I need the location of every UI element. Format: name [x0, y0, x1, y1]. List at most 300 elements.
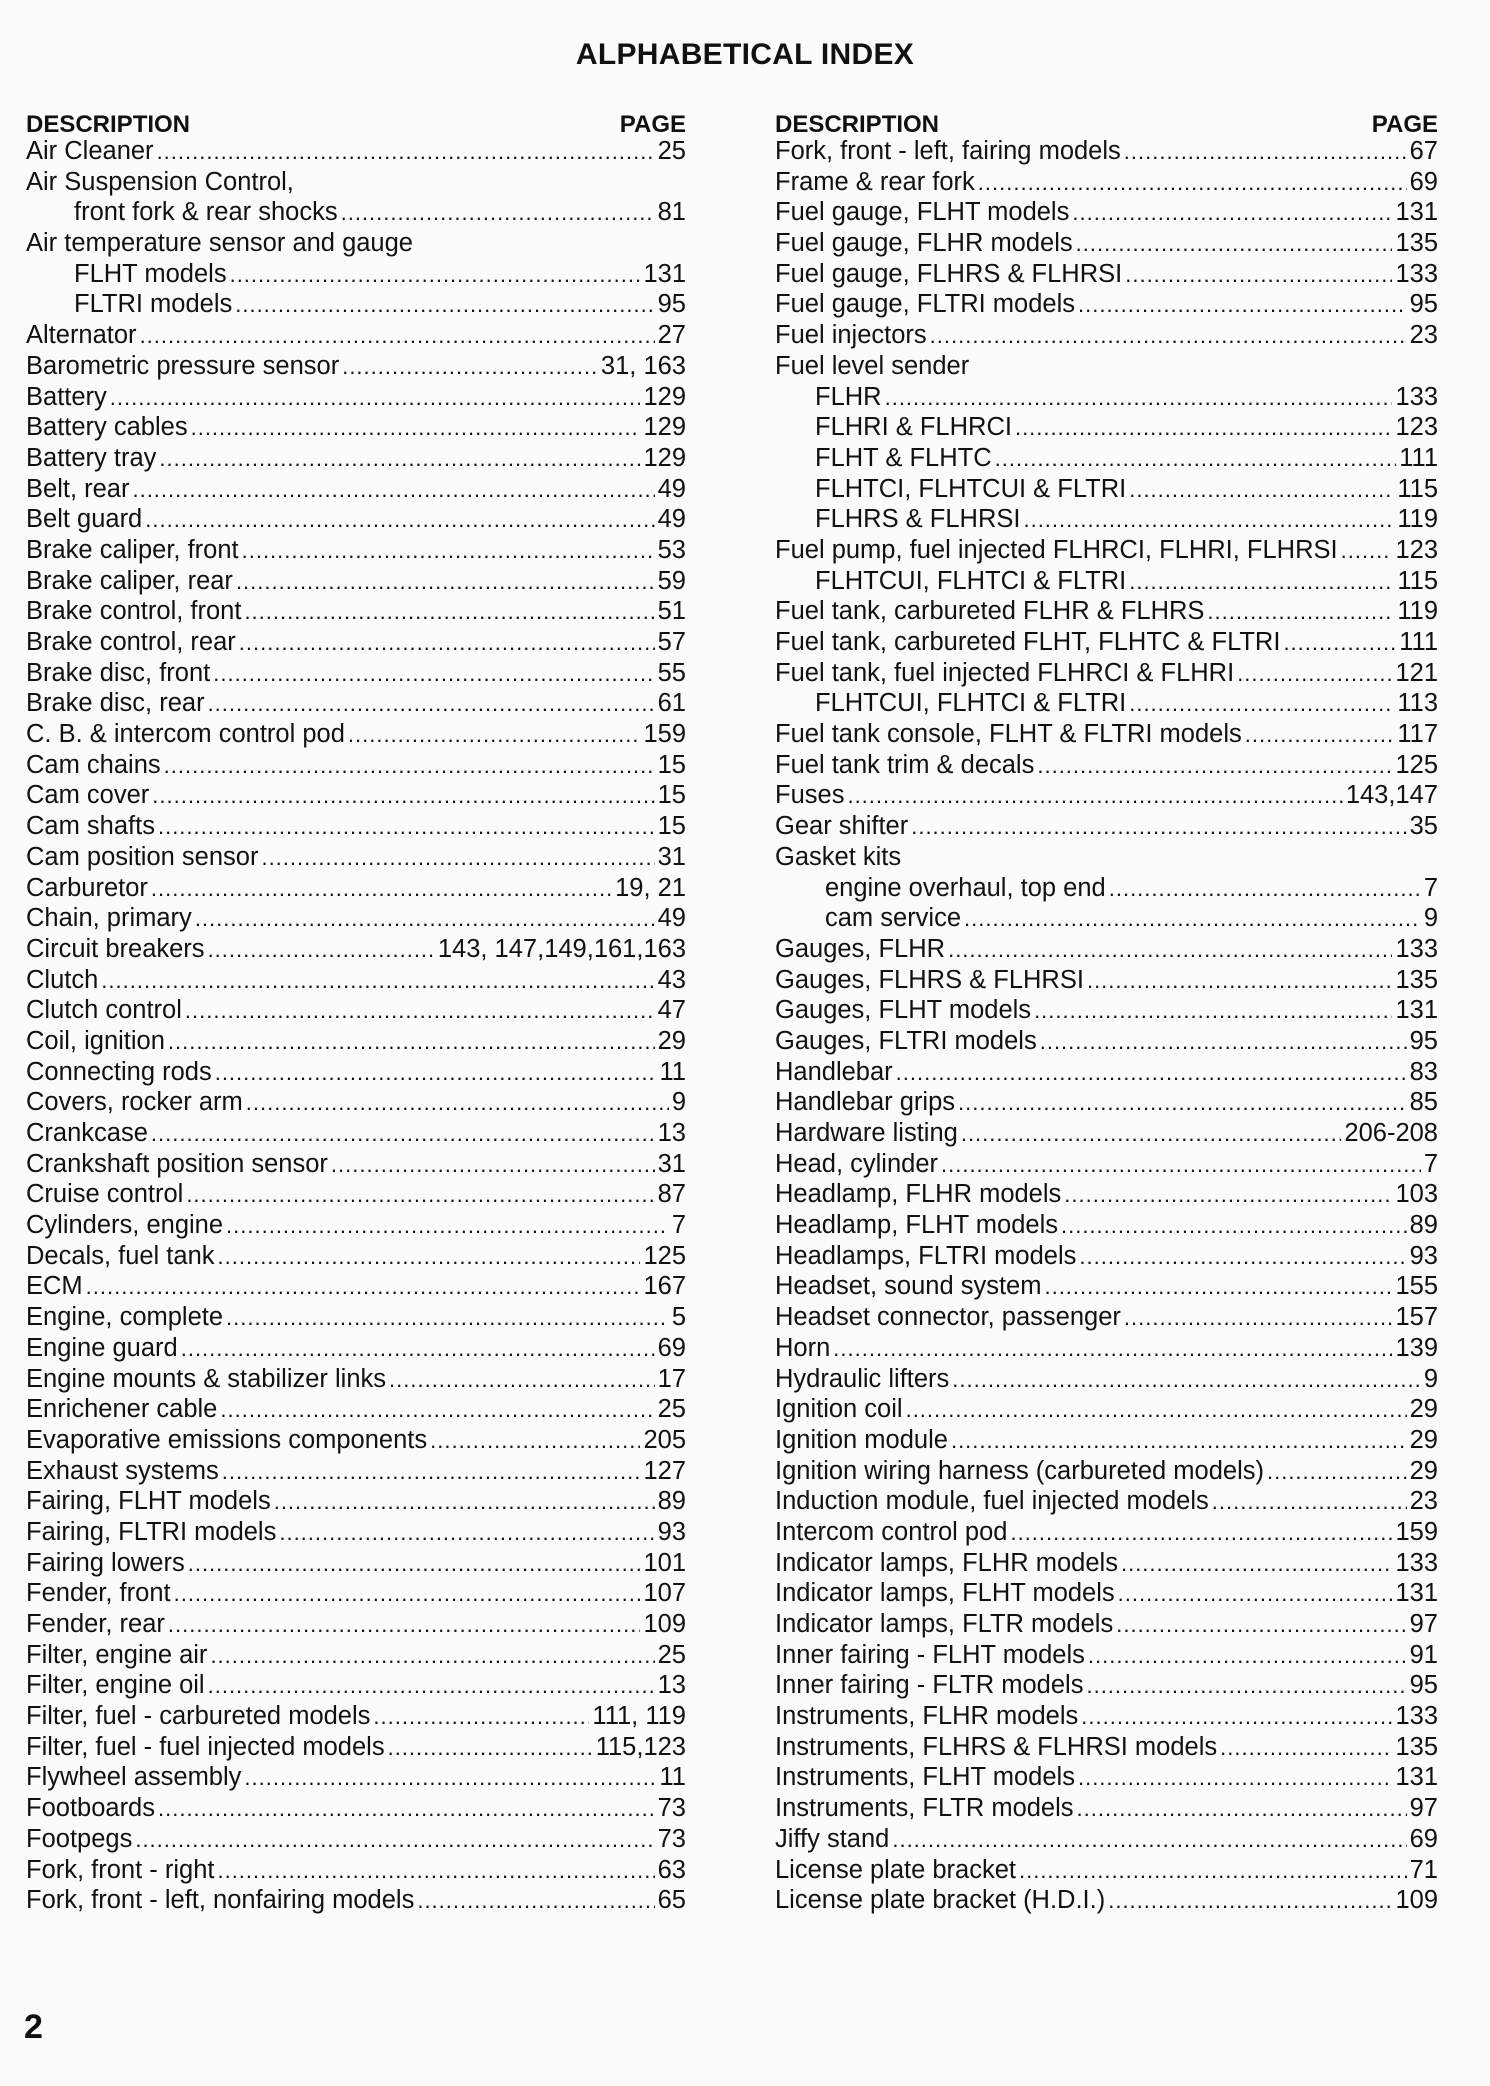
entry-page: 119 [1397, 597, 1438, 626]
entry-page: 115,123 [595, 1732, 686, 1761]
entry-page: 7 [1423, 1149, 1438, 1178]
entry-page: 107 [643, 1579, 686, 1608]
entry-description: Ignition module [775, 1425, 948, 1454]
index-entry [26, 443, 686, 474]
index-entry [775, 259, 1438, 290]
index-entry [26, 1364, 686, 1395]
leader-dots [1207, 597, 1394, 628]
leader-dots [186, 1180, 654, 1211]
entry-description: Cam chains [26, 750, 161, 779]
entry-description: Fairing, FLTRI models [26, 1517, 277, 1546]
entry-description: FLHT models [74, 259, 227, 288]
entry-description: Gauges, FLTRI models [775, 1026, 1037, 1055]
entry-description: Induction module, fuel injected models [775, 1487, 1209, 1516]
entry-description: FLHTCUI, FLHTCI & FLTRI [815, 566, 1127, 595]
leader-dots [135, 1825, 654, 1856]
leader-dots [185, 996, 655, 1027]
entry-description: Brake caliper, rear [26, 566, 233, 595]
index-entry [775, 1670, 1438, 1701]
entry-page: 135 [1395, 1732, 1438, 1761]
entry-page: 49 [657, 904, 686, 933]
index-entry [775, 1057, 1438, 1088]
entry-description: FLHTCI, FLHTCUI & FLTRI [815, 474, 1127, 503]
index-entry [26, 1824, 686, 1855]
leader-dots [833, 1334, 1392, 1365]
leader-dots [1267, 1457, 1407, 1488]
index-entry [775, 627, 1438, 658]
index-entry [775, 320, 1438, 351]
entry-description: Headset, sound system [775, 1272, 1042, 1301]
entry-page: 49 [657, 474, 686, 503]
entry-description: Battery cables [26, 413, 188, 442]
entry-description: Chain, primary [26, 904, 192, 933]
leader-dots [191, 413, 641, 444]
index-entry [26, 1885, 686, 1916]
leader-dots [948, 935, 1392, 966]
leader-dots [188, 1549, 641, 1580]
entry-description: Fuel injectors [775, 321, 927, 350]
index-entry [775, 1456, 1438, 1487]
entry-page: 59 [657, 566, 686, 595]
leader-dots [1118, 1579, 1393, 1610]
entry-page: 71 [1409, 1855, 1438, 1884]
entry-description: Cam shafts [26, 812, 155, 841]
index-entry [26, 1271, 686, 1302]
entry-description: Ignition coil [775, 1395, 903, 1424]
leader-dots [331, 1150, 655, 1181]
index-entry [775, 1855, 1438, 1886]
index-entry [26, 382, 686, 413]
index-entry [26, 1517, 686, 1548]
entry-page: 7 [1423, 873, 1438, 902]
index-entry [26, 197, 686, 228]
entry-description: Hardware listing [775, 1119, 958, 1147]
leader-dots [157, 137, 655, 168]
index-entry [775, 965, 1438, 996]
index-entry [26, 750, 686, 781]
entry-description: Decals, fuel tank [26, 1241, 215, 1270]
leader-dots [941, 1150, 1421, 1181]
entry-page: 95 [657, 290, 686, 319]
entry-page: 143,147 [1345, 781, 1438, 810]
entry-description: Fairing, FLHT models [26, 1487, 271, 1516]
index-entry [26, 1210, 686, 1241]
entry-page: 133 [1395, 934, 1438, 963]
entry-page: 73 [657, 1794, 686, 1823]
entry-description: Belt, rear [26, 474, 130, 503]
leader-dots [417, 1886, 654, 1917]
leader-dots [958, 1088, 1407, 1119]
entry-page: 95 [1409, 1671, 1438, 1700]
leader-dots [244, 1763, 656, 1794]
entry-page: 13 [657, 1119, 686, 1147]
index-entry [26, 688, 686, 719]
leader-dots [158, 1794, 655, 1825]
entry-description: Filter, fuel - carbureted models [26, 1702, 371, 1731]
leader-dots [930, 321, 1407, 352]
entry-page: 115 [1397, 474, 1438, 503]
index-entry [775, 1701, 1438, 1732]
entry-description: Air temperature sensor and gauge [26, 229, 413, 258]
entry-description: Flywheel assembly [26, 1763, 242, 1792]
leader-dots [1129, 567, 1394, 598]
index-entry [26, 1149, 686, 1180]
index-entry [775, 1486, 1438, 1517]
entry-description: Alternator [26, 321, 137, 350]
leader-dots [885, 383, 1393, 414]
index-entry [775, 535, 1438, 566]
leader-dots [1220, 1733, 1392, 1764]
leader-dots [151, 874, 612, 905]
entry-page: 206-208 [1344, 1119, 1438, 1147]
index-entry [26, 1118, 686, 1149]
leader-dots [892, 1825, 1406, 1856]
entry-description: Instruments, FLHT models [775, 1763, 1075, 1792]
index-column-right [775, 111, 1438, 1916]
index-entry [26, 259, 686, 290]
entry-description: Fuel tank, carbureted FLHR & FLHRS [775, 597, 1205, 626]
index-entry [26, 1762, 686, 1793]
leader-dots [195, 904, 655, 935]
index-entry [26, 1087, 686, 1118]
entry-page: 129 [643, 413, 686, 442]
entry-description: FLHR [815, 382, 882, 411]
entry-description: Instruments, FLTR models [775, 1794, 1074, 1823]
leader-dots [964, 904, 1421, 935]
leader-dots [1124, 1303, 1393, 1334]
entry-page: 131 [1395, 1763, 1438, 1792]
leader-dots [348, 720, 641, 751]
entry-description: Air Cleaner [26, 137, 154, 165]
entry-page: 29 [1409, 1395, 1438, 1424]
entry-description: Brake control, rear [26, 628, 236, 656]
leader-dots [246, 1088, 669, 1119]
entry-page: 95 [1409, 290, 1438, 319]
leader-dots [1245, 720, 1395, 751]
leader-dots [222, 1457, 641, 1488]
index-entry [775, 658, 1438, 689]
index-entry [775, 1425, 1438, 1456]
entry-description: Circuit breakers [26, 934, 205, 963]
index-entry [775, 1609, 1438, 1640]
entry-description: ECM [26, 1272, 83, 1301]
leader-dots [1212, 1487, 1407, 1518]
entry-description: Fuel tank trim & decals [775, 750, 1035, 779]
entry-page: 29 [1409, 1425, 1438, 1454]
entry-page: 95 [1409, 1026, 1438, 1055]
leader-dots [220, 1395, 654, 1426]
entry-description: Fuel gauge, FLHT models [775, 198, 1070, 227]
entry-page: 133 [1395, 259, 1438, 288]
leader-dots [226, 1211, 669, 1242]
index-entry [26, 474, 686, 505]
entry-description: Fuel pump, fuel injected FLHRCI, FLHRI, FLHRSI [775, 535, 1338, 564]
entry-description: Enrichener cable [26, 1395, 218, 1424]
leader-dots [1081, 1702, 1392, 1733]
entry-description: Barometric pressure sensor [26, 351, 340, 380]
entry-description: Engine mounts & stabilizer links [26, 1364, 387, 1393]
index-entry [775, 1578, 1438, 1609]
entry-description: Cam cover [26, 781, 150, 810]
entry-description: Indicator lamps, FLHT models [775, 1579, 1115, 1608]
entry-page: 63 [657, 1855, 686, 1884]
entry-description: Ignition wiring harness (carbureted models) [775, 1456, 1264, 1485]
leader-dots [342, 352, 598, 383]
leader-dots [168, 1610, 641, 1641]
leader-dots [1037, 751, 1392, 782]
entry-description: cam service [825, 904, 962, 933]
entry-page: 87 [657, 1180, 686, 1209]
entry-description: Headlamps, FLTRI models [775, 1241, 1077, 1270]
leader-dots [1109, 874, 1421, 905]
entry-description: Covers, rocker arm [26, 1088, 243, 1117]
index-entry [26, 535, 686, 566]
entry-description: Hydraulic lifters [775, 1364, 950, 1393]
entry-page: 139 [1395, 1333, 1438, 1362]
leader-dots [86, 1272, 641, 1303]
leader-dots [1040, 1027, 1407, 1058]
leader-dots [159, 444, 640, 475]
index-entry [775, 873, 1438, 904]
index-entry [775, 1026, 1438, 1057]
entry-description: Fairing lowers [26, 1548, 185, 1577]
entry-description: Gasket kits [775, 842, 902, 871]
leader-dots [1077, 1794, 1407, 1825]
index-entry [775, 1732, 1438, 1763]
entry-page: 81 [657, 198, 686, 227]
entry-page: 51 [657, 597, 686, 626]
entry-description: Clutch control [26, 996, 182, 1025]
index-entry [26, 504, 686, 535]
entry-description: Battery tray [26, 443, 157, 472]
index-entry [26, 1394, 686, 1425]
entry-description: Brake disc, front [26, 658, 211, 687]
entry-description: License plate bracket [775, 1855, 1016, 1884]
index-entry [26, 627, 686, 658]
index-entry [26, 320, 686, 351]
entry-description: FLHTCUI, FLHTCI & FLTRI [815, 689, 1127, 718]
entry-page: 31, 163 [600, 351, 686, 380]
entry-description: Fork, front - right [26, 1855, 215, 1884]
leader-dots [1108, 1886, 1392, 1917]
leader-dots [110, 383, 641, 414]
entry-page: 111, 119 [592, 1702, 686, 1731]
entry-page: 57 [657, 628, 686, 656]
leader-dots [952, 1365, 1421, 1396]
index-entry [775, 566, 1438, 597]
index-entry [26, 873, 686, 904]
entry-page: 65 [657, 1886, 686, 1915]
index-entry [26, 228, 686, 259]
entry-description: Fork, front - left, nonfairing models [26, 1886, 415, 1915]
entry-page: 97 [1409, 1610, 1438, 1638]
entry-description: Intercom control pod [775, 1517, 1008, 1546]
index-entry [775, 1394, 1438, 1425]
leader-dots [1076, 229, 1393, 260]
leader-dots [164, 751, 655, 782]
description-header: DESCRIPTION [26, 111, 191, 138]
index-entry [775, 136, 1438, 167]
entry-page: 13 [657, 1671, 686, 1700]
entry-page: 5 [671, 1303, 686, 1332]
index-entry [26, 1425, 686, 1456]
leader-dots [152, 781, 654, 812]
entry-description: Engine guard [26, 1333, 178, 1362]
entry-page: 129 [643, 443, 686, 472]
index-entry [775, 289, 1438, 320]
leader-dots [208, 935, 435, 966]
leader-dots [213, 659, 654, 690]
leader-dots [168, 1027, 655, 1058]
leader-dots [389, 1365, 655, 1396]
leader-dots [226, 1303, 669, 1334]
entry-page: 119 [1397, 505, 1438, 534]
column-header [26, 111, 686, 138]
entry-description: Instruments, FLHRS & FLHRSI models [775, 1732, 1218, 1761]
entry-page: 131 [1395, 1579, 1438, 1608]
entry-page: 19, 21 [615, 873, 686, 902]
index-entry [26, 1302, 686, 1333]
entry-description: Connecting rods [26, 1057, 212, 1086]
leader-dots [1015, 413, 1393, 444]
entry-page: 131 [1395, 198, 1438, 227]
entry-description: Handlebar grips [775, 1088, 956, 1117]
entry-description: Gauges, FLHRS & FLHRSI [775, 965, 1084, 994]
entry-description: Head, cylinder [775, 1149, 938, 1178]
entry-page: 9 [1423, 904, 1438, 933]
index-entry [775, 412, 1438, 443]
entry-description: Gauges, FLHR [775, 934, 946, 963]
entry-page: 43 [657, 965, 686, 994]
entry-page: 69 [1409, 167, 1438, 196]
entry-description: Fuel tank, carbureted FLHT, FLHTC & FLTRI [775, 628, 1281, 656]
entry-description: License plate bracket (H.D.I.) [775, 1886, 1106, 1915]
leader-dots [1121, 1549, 1392, 1580]
leader-dots [181, 1334, 655, 1365]
entry-page: 73 [657, 1824, 686, 1853]
entry-page: 25 [657, 1395, 686, 1424]
leader-dots [145, 505, 654, 536]
entry-page: 67 [1409, 137, 1438, 165]
index-entry [26, 903, 686, 934]
entry-page: 15 [657, 781, 686, 810]
index-list-left [26, 136, 686, 1916]
entry-page: 17 [657, 1364, 686, 1393]
leader-dots [1044, 1272, 1392, 1303]
entry-description: Jiffy stand [775, 1824, 890, 1853]
entry-page: 111 [1399, 443, 1438, 472]
leader-dots [215, 1058, 657, 1089]
entry-page: 27 [657, 321, 686, 350]
leader-dots [961, 1119, 1342, 1150]
leader-dots [174, 1579, 641, 1610]
entry-description: C. B. & intercom control pod [26, 720, 345, 749]
entry-description: Fuel tank, fuel injected FLHRCI & FLHRI [775, 658, 1235, 687]
leader-dots [244, 597, 654, 628]
entry-page: 29 [1409, 1456, 1438, 1485]
leader-dots [236, 567, 655, 598]
index-entry [26, 1670, 686, 1701]
leader-dots [995, 444, 1397, 475]
index-entry [775, 934, 1438, 965]
index-entry [26, 1026, 686, 1057]
entry-description: Fuel gauge, FLHRS & FLHRSI [775, 259, 1123, 288]
entry-description: Cylinders, engine [26, 1211, 224, 1240]
index-entry [775, 1640, 1438, 1671]
entry-page: 31 [657, 842, 686, 871]
entry-description: front fork & rear shocks [74, 198, 338, 227]
entry-description: Headlamp, FLHT models [775, 1211, 1058, 1240]
entry-description: Inner fairing - FLTR models [775, 1671, 1084, 1700]
leader-dots [1064, 1180, 1392, 1211]
leader-dots [274, 1487, 655, 1518]
entry-page: 69 [1409, 1824, 1438, 1853]
entry-description: Brake control, front [26, 597, 242, 626]
index-entry [775, 1179, 1438, 1210]
entry-description: Indicator lamps, FLTR models [775, 1610, 1114, 1638]
leader-dots [132, 475, 654, 506]
leader-dots [210, 1641, 654, 1672]
entry-description: Fuses [775, 781, 845, 810]
leader-dots [951, 1426, 1407, 1457]
entry-description: Headset connector, passenger [775, 1303, 1121, 1332]
column-header [775, 111, 1438, 138]
index-entry [775, 995, 1438, 1026]
entry-page: 93 [657, 1517, 686, 1546]
entry-description: Fuel level sender [775, 351, 970, 380]
entry-page: 133 [1395, 1548, 1438, 1577]
index-entry [26, 1732, 686, 1763]
entry-page: 135 [1395, 965, 1438, 994]
leader-dots [1019, 1856, 1407, 1887]
leader-dots [1341, 536, 1393, 567]
entry-description: Footpegs [26, 1824, 133, 1853]
entry-page: 125 [643, 1241, 686, 1270]
leader-dots [1086, 1671, 1406, 1702]
page-title: ALPHABETICAL INDEX [575, 38, 915, 71]
index-entry [775, 351, 1438, 382]
index-entry [775, 1824, 1438, 1855]
leader-dots [847, 781, 1342, 812]
index-entry [26, 1456, 686, 1487]
leader-dots [140, 321, 655, 352]
entry-page: 31 [657, 1149, 686, 1178]
entry-description: engine overhaul, top end [825, 873, 1106, 902]
leader-dots [1023, 505, 1394, 536]
index-entry [26, 1057, 686, 1088]
entry-page: 133 [1395, 1702, 1438, 1731]
entry-page: 131 [1395, 996, 1438, 1025]
entry-page: 85 [1409, 1088, 1438, 1117]
entry-description: FLHRI & FLHRCI [815, 413, 1012, 442]
entry-description: Brake caliper, front [26, 535, 239, 564]
entry-page: 159 [643, 720, 686, 749]
entry-page: 69 [657, 1333, 686, 1362]
leader-dots [1079, 1242, 1406, 1273]
index-entry [26, 1486, 686, 1517]
index-entry [26, 934, 686, 965]
entry-page: 7 [671, 1211, 686, 1240]
entry-description: Cruise control [26, 1180, 184, 1209]
index-entry [26, 1855, 686, 1886]
leader-dots [978, 168, 1407, 199]
page-header: PAGE [1371, 111, 1438, 138]
entry-page: 125 [1395, 750, 1438, 779]
entry-page: 109 [643, 1610, 686, 1638]
entry-description: Crankcase [26, 1119, 148, 1147]
entry-description: Fuel gauge, FLHR models [775, 229, 1073, 258]
entry-page: 127 [643, 1456, 686, 1485]
